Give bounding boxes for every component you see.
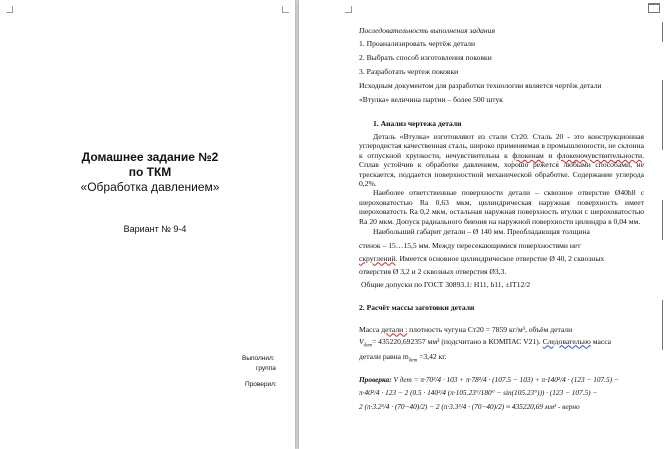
- content-page: [299, 0, 666, 449]
- check-formula: 2 (π·3.2²/4 · (70−40)/2) − 2 (π·3.3²/4 · (70−40)/2) ≈ 435220,69 мм³ - верно: [359, 401, 580, 411]
- check-formula: Проверка: V дет = π·70²/4 · 103 + π·78²/4 · (107.5 − 103) + π·140²/4 · (123 − 107.5) −: [359, 374, 619, 384]
- step-item: 1. Проанализировать чертёж детали: [359, 39, 476, 48]
- step-item: 3. Разработать чертеж поковки: [359, 67, 459, 76]
- dimensions-line: стенок – 15…15,5 мм. Между пересекающимися поверхностями нет: [359, 240, 581, 250]
- intro-line: «Втулка» величина партии – более 500 штук: [359, 95, 503, 104]
- checked-label: Проверил:: [245, 381, 277, 388]
- material-paragraph: Деталь «Втулка» изготовляют из стали Ст20. Сталь 20 - это конструкционная углеродистая качественная сталь, широко применяемая в промышленности, не склонна к отпускной хрупкости, нечувствительна к флокенам и флокеночувствительности. Сплав устойчив к обработке давлением, хорошо режется любыми способами, не трескается, поддается поверхностной механической обработке. Содержание углерода 0,2%.: [359, 132, 644, 189]
- section1-title: 1. Анализ чертежа детали: [373, 119, 462, 128]
- scroll-indicator: [662, 300, 663, 350]
- title-page: [0, 0, 295, 449]
- document-body[interactable]: [359, 26, 644, 414]
- page-corner-mark: [6, 6, 13, 13]
- collapse-ribbon-icon[interactable]: [648, 3, 660, 13]
- sequence-heading: Последовательность выполнения задания: [359, 26, 495, 35]
- topic-title: «Обработка давлением»: [80, 180, 220, 194]
- mass-line: детали равна $m_{дет} =3,42$ кг.: [359, 352, 447, 364]
- scroll-indicator: [662, 80, 663, 150]
- homework-title: Домашнее задание №2: [81, 150, 219, 164]
- check-formula: π·40²/4 · 123 − 2 (0.5 · 140²/4 (π·105.23°/180° − sin(105.23°))) · (123 − 107.5) −: [359, 387, 598, 397]
- intro-line: Исходным документом для разработки технологии является чертёж детали: [359, 81, 602, 90]
- surfaces-paragraph: Наиболее ответственные поверхности детали – сквозное отверстие Ø40h8 с шероховатостью Ra 0,63 мкм, цилиндрическая наружная поверхность имеет шероховатость Ra 0,2 мкм, остальная наружная поверхность втулки с шероховатостью Ra 20 мкм. Допуск радиального биения на наружной поверхности цилиндра в 0,04 мм.: [359, 188, 644, 226]
- scroll-indicator: [662, 200, 663, 240]
- variant-label: Вариант № 9-4: [123, 224, 187, 234]
- tolerances-line: Общие допуски по ГОСТ 30893.1: H11, h11, ±IT12/2: [361, 279, 531, 289]
- page-corner-mark: [282, 6, 289, 13]
- subject-title: по ТКМ: [128, 165, 172, 179]
- section2-title: 2. Расчёт массы заготовки детали: [359, 302, 475, 312]
- performed-label: Выполнил:: [242, 355, 275, 362]
- dimensions-line: отверстия Ø 3,2 и 2 сквозных отверстия Ø3,3.: [359, 266, 507, 276]
- dimensions-line: скруглений. Имеется основное цилиндрическое отверстие Ø 40, 2 сквозных: [359, 253, 605, 263]
- dimensions-paragraph: Наибольший габарит детали – Ø 140 мм. Преобладающая толщина: [373, 227, 590, 237]
- scroll-indicator: [662, 22, 663, 42]
- mass-line: $V_{дет}= 435220,692357$ мм³ (подсчитано в КОМПАС V21). Следовательно масса: [359, 336, 612, 349]
- group-label: группа: [256, 365, 276, 372]
- page-corner-mark: [345, 6, 352, 13]
- mass-line: Масса детали : плотность чугуна Ст20 = 7859 кг/м³, объём детали: [359, 324, 573, 334]
- step-item: 2. Выбрать способ изготовления поковки: [359, 53, 492, 62]
